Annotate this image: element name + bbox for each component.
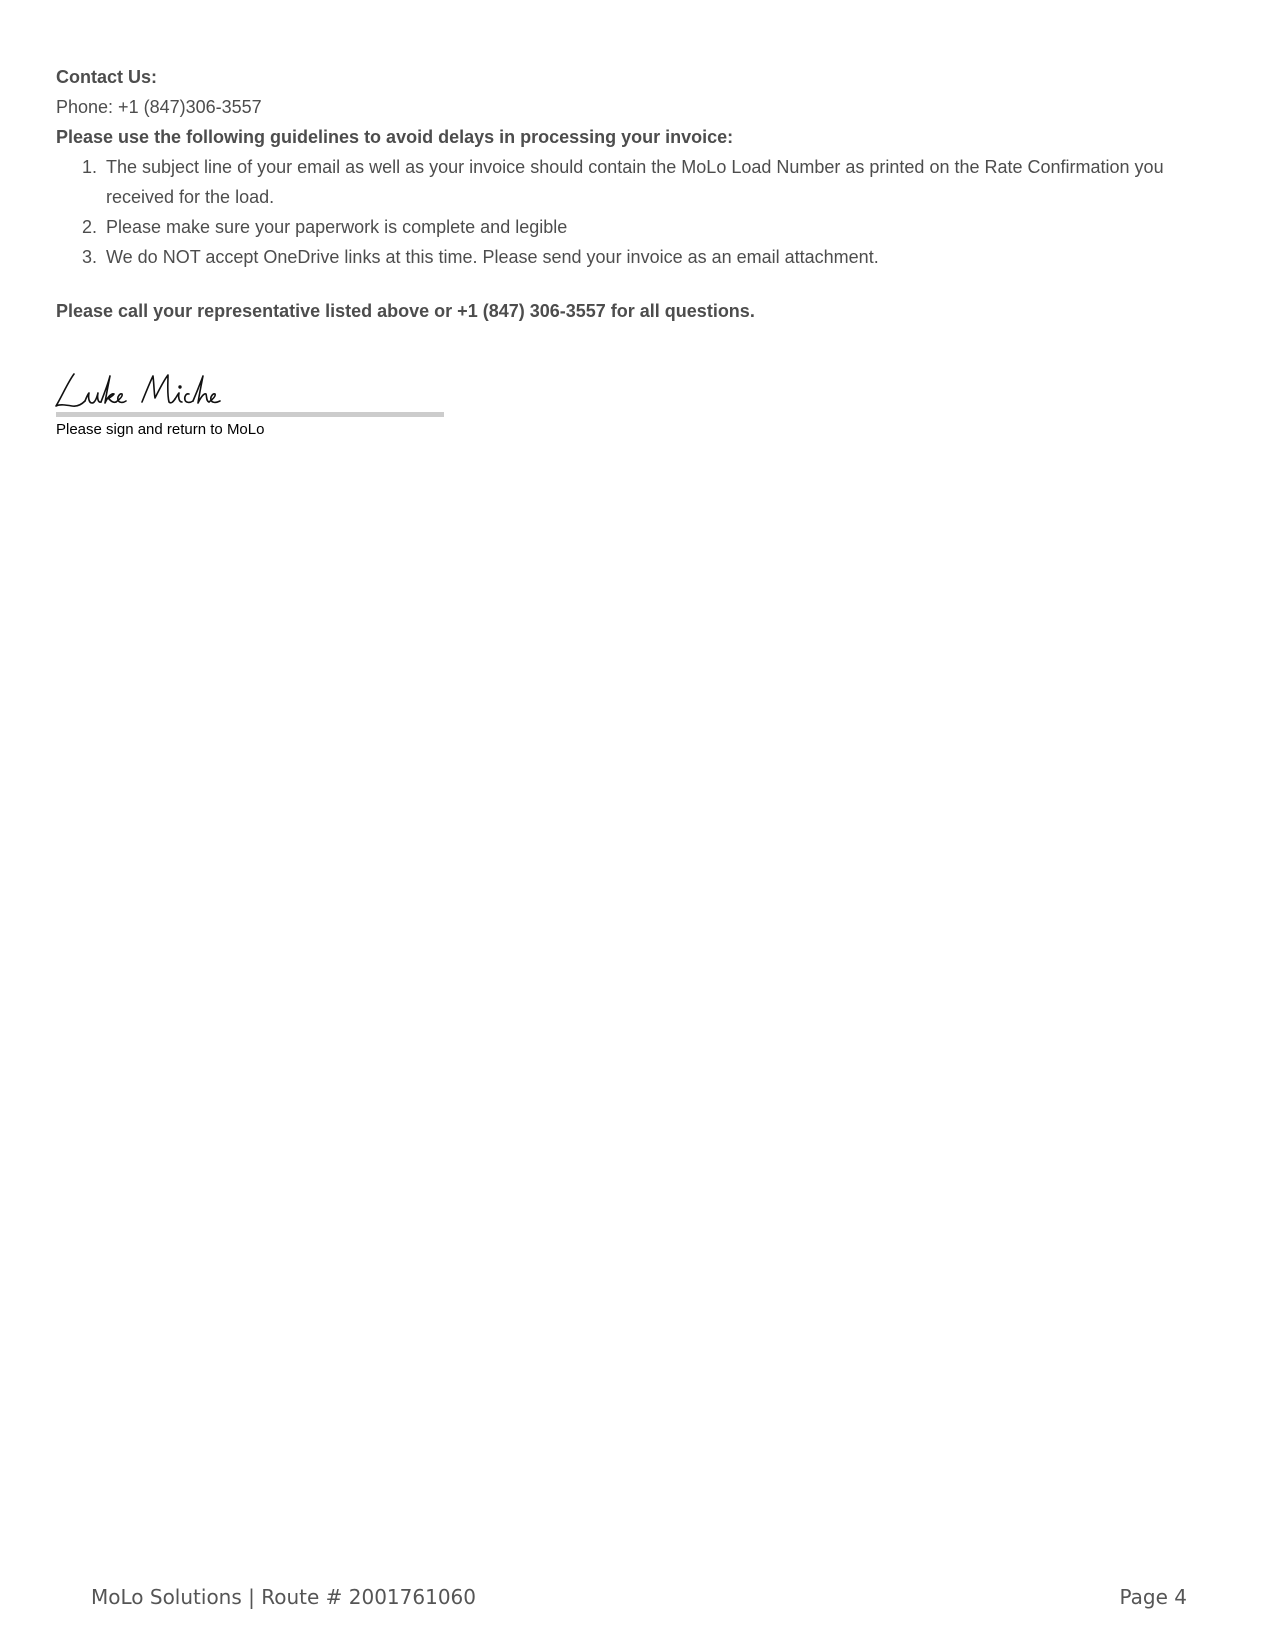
footer-route: MoLo Solutions | Route # 2001761060 [91, 1585, 476, 1609]
guideline-text: Please make sure your paperwork is complete and legible [106, 217, 568, 237]
contact-phone: Phone: +1 (847)306-3557 [56, 97, 262, 117]
guideline-number: 2. [82, 217, 98, 237]
guideline-text: The subject line of your email as well as your invoice should contain the MoLo Load Number as printed on the Rate Confirmation you received for the load. [106, 157, 1164, 207]
signature-caption: Please sign and return to MoLo [56, 421, 265, 438]
guideline-number: 3. [82, 247, 98, 267]
guidelines-list [56, 152, 1216, 272]
handwritten-signature [52, 366, 252, 412]
guideline-text: We do NOT accept OneDrive links at this time. Please send your invoice as an email attachment. [106, 247, 879, 267]
footer-page-number: Page 4 [1119, 1585, 1187, 1609]
contact-heading: Contact Us: [56, 67, 158, 87]
guideline-item [82, 152, 1216, 212]
guideline-number: 1. [82, 157, 98, 177]
guidelines-heading: Please use the following guidelines to avoid delays in processing your invoice: [56, 127, 734, 147]
guideline-item [82, 212, 1216, 242]
signature-line [56, 412, 444, 417]
signature-block [52, 366, 444, 440]
guideline-item [82, 242, 1216, 272]
document-body [56, 62, 1216, 326]
closing-note: Please call your representative listed above or +1 (847) 306-3557 for all questions. [56, 301, 755, 321]
